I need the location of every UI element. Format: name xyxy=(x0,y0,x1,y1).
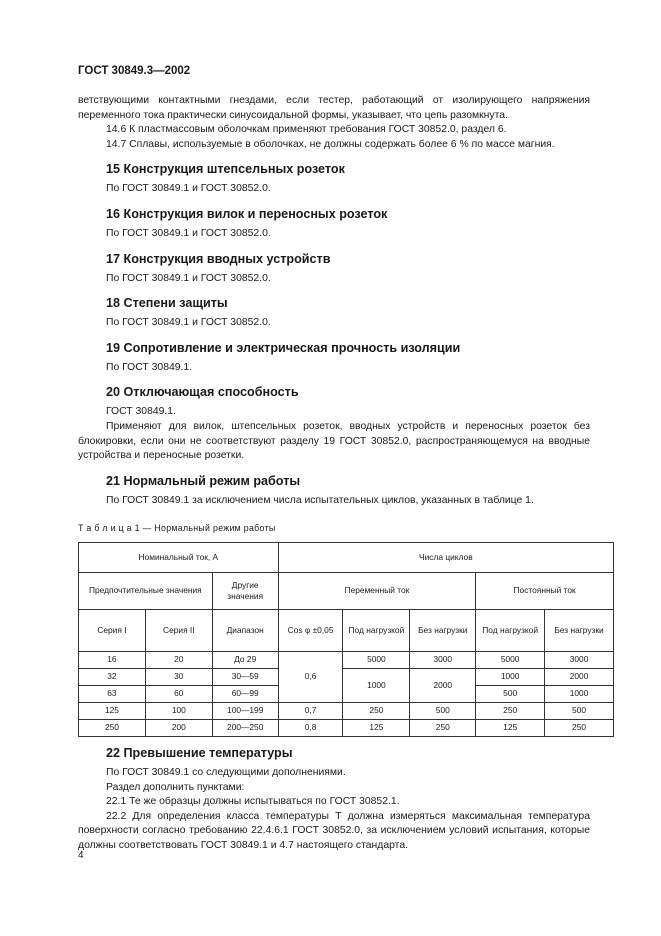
table-cell: 250 xyxy=(410,719,476,736)
table-cell: 3000 xyxy=(545,651,614,668)
th-cos-phi: Cos φ ±0,05 xyxy=(278,609,343,651)
th-nominal-current: Номинальный ток, А xyxy=(79,542,279,572)
section-22-line1: По ГОСТ 30849.1 со следующими дополнениями. xyxy=(106,766,346,778)
table-cell: 125 xyxy=(343,719,410,736)
th-dc: Постоянный ток xyxy=(476,572,614,609)
section-22-title: 22 Превышение температуры xyxy=(106,745,293,760)
table-cell: 30—59 xyxy=(212,668,278,685)
clause-14-7: 14.7 Сплавы, используемые в оболочках, не должны содержать более 6 % по массе магния. xyxy=(106,138,555,150)
table-cell: 5000 xyxy=(343,651,410,668)
clause-14-6: 14.6 К пластмассовым оболочкам применяют требования ГОСТ 30852.0, раздел 6. xyxy=(106,124,507,136)
document-body xyxy=(78,94,604,853)
th-cycles: Числа циклов xyxy=(278,542,613,572)
table-cell: 2000 xyxy=(545,668,614,685)
section-18-title: 18 Степени защиты xyxy=(106,296,228,311)
th-dc-load: Под нагрузкой xyxy=(476,609,545,651)
section-20-line1: ГОСТ 30849.1. xyxy=(106,406,176,418)
intro-paragraph: ветствующими контактными гнездами, если тестер, работающий от изолирующего напряжения переменного тока практически синусоидальной формы, указывает, что цепь разомкнута. xyxy=(78,95,590,121)
table-cell: 500 xyxy=(410,702,476,719)
section-16-text: По ГОСТ 30849.1 и ГОСТ 30852.0. xyxy=(106,227,271,239)
table-cell: 250 xyxy=(476,702,545,719)
table-cell: 100 xyxy=(145,702,212,719)
th-range: Диапазон xyxy=(212,609,278,651)
section-20-line2: Применяют для вилок, штепсельных розеток, вводных устройств и переносных розеток без блокировки, если они не соответствуют разделу 19 ГОСТ 30852.0, распространяющемуся на вводные устройства и переносные розетки. xyxy=(78,420,590,462)
table-cell: 0,7 xyxy=(278,702,343,719)
section-21-title: 21 Нормальный режим работы xyxy=(106,473,301,488)
section-22-line2: Раздел дополнить пунктами: xyxy=(106,781,245,793)
table-cell: 500 xyxy=(545,702,614,719)
table-cell: 250 xyxy=(343,702,410,719)
section-16-title: 16 Конструкция вилок и переносных розеток xyxy=(106,206,388,221)
section-20-title: 20 Отключающая способность xyxy=(106,385,299,400)
table-cell: 0,8 xyxy=(278,719,343,736)
table-normal-operation xyxy=(78,542,614,737)
section-15-title: 15 Конструкция штепсельных розеток xyxy=(106,162,345,177)
th-series-2: Серия II xyxy=(145,609,212,651)
table-cell: 30 xyxy=(145,668,212,685)
table-cell: 0,6 xyxy=(278,651,343,702)
table-cell: 250 xyxy=(545,719,614,736)
section-17-title: 17 Конструкция вводных устройств xyxy=(106,251,331,266)
page-number: 4 xyxy=(78,850,84,861)
table-caption: Т а б л и ц а 1 — Нормальный режим работы xyxy=(78,523,276,534)
table-cell: 1000 xyxy=(476,668,545,685)
table-cell: 500 xyxy=(476,685,545,702)
th-other: Другие значения xyxy=(212,572,278,609)
table-cell: 125 xyxy=(476,719,545,736)
table-cell: 16 xyxy=(79,651,146,668)
section-15-text: По ГОСТ 30849.1 и ГОСТ 30852.0. xyxy=(106,183,271,195)
table-cell: 32 xyxy=(79,668,146,685)
table-cell: 1000 xyxy=(343,668,410,702)
section-18-text: По ГОСТ 30849.1 и ГОСТ 30852.0. xyxy=(106,317,271,329)
table-cell: 200—250 xyxy=(212,719,278,736)
table-cell: До 29 xyxy=(212,651,278,668)
table-cell: 60 xyxy=(145,685,212,702)
th-ac-load: Под нагрузкой xyxy=(343,609,410,651)
table-cell: 125 xyxy=(79,702,146,719)
table-cell: 1000 xyxy=(545,685,614,702)
table-cell: 100—199 xyxy=(212,702,278,719)
section-19-title: 19 Сопротивление и электрическая прочность изоляции xyxy=(106,340,461,355)
th-ac-noload: Без нагрузки xyxy=(410,609,476,651)
table-cell: 5000 xyxy=(476,651,545,668)
clause-22-1: 22.1 Те же образцы должны испытываться по ГОСТ 30852.1. xyxy=(106,796,400,808)
section-19-text: По ГОСТ 30849.1. xyxy=(106,361,193,373)
th-ac: Переменный ток xyxy=(278,572,476,609)
document-header: ГОСТ 30849.3—2002 xyxy=(78,65,191,77)
th-dc-noload: Без нагрузки xyxy=(545,609,614,651)
table-cell: 60—99 xyxy=(212,685,278,702)
table-cell: 20 xyxy=(145,651,212,668)
table-cell: 3000 xyxy=(410,651,476,668)
table-cell: 63 xyxy=(79,685,146,702)
th-series-1: Серия I xyxy=(79,609,146,651)
section-21-text: По ГОСТ 30849.1 за исключением числа испытательных циклов, указанных в таблице 1. xyxy=(106,494,534,506)
th-preferred: Предпочтительные значения xyxy=(79,572,213,609)
section-17-text: По ГОСТ 30849.1 и ГОСТ 30852.0. xyxy=(106,272,271,284)
table-cell: 250 xyxy=(79,719,146,736)
clause-22-2: 22.2 Для определения класса температуры Т должна измеряться максимальная температура поверхности согласно требованию 22.4.6.1 ГОСТ 30852.0, за исключением условий испытания, которые должны соответствовать ГОСТ 30849.1 и 4.7 настоящего стандарта. xyxy=(78,810,590,851)
table-cell: 2000 xyxy=(410,668,476,702)
table-cell: 200 xyxy=(145,719,212,736)
